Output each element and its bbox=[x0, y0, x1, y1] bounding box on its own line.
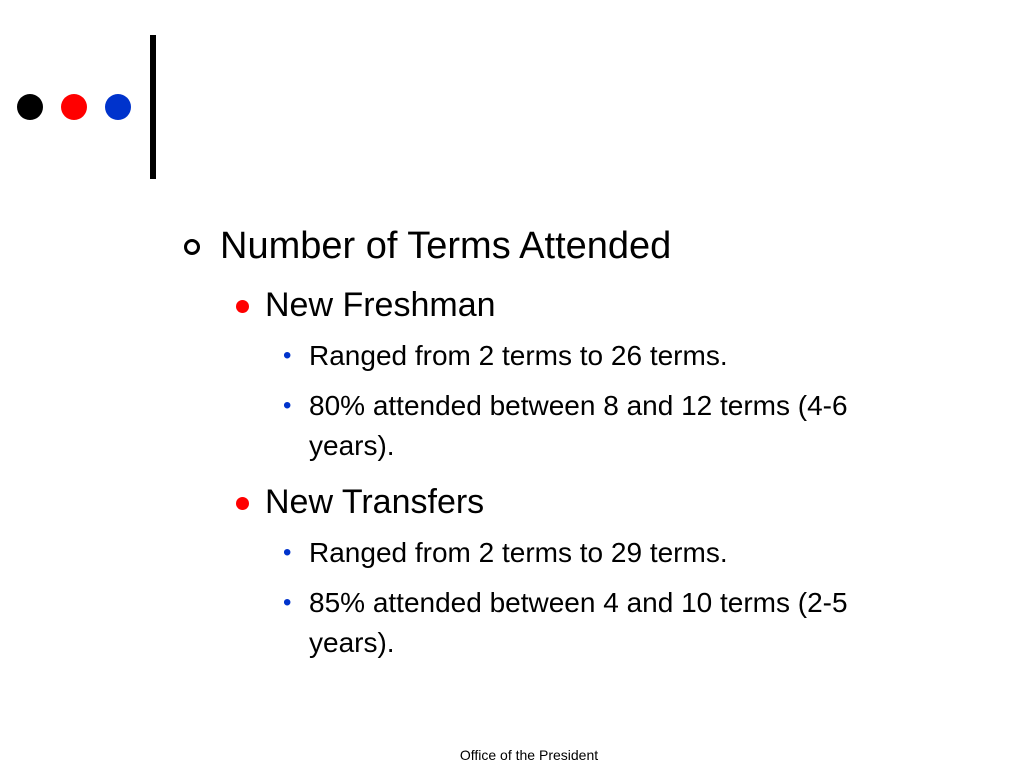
slide-footer: Office of the President bbox=[459, 747, 599, 763]
blue-bullet-icon: • bbox=[283, 539, 292, 566]
blue-bullet-icon: • bbox=[283, 342, 292, 369]
blue-bullet-icon: • bbox=[283, 589, 292, 616]
red-bullet-icon bbox=[236, 497, 249, 510]
blue-bullet-icon: • bbox=[283, 392, 292, 419]
hollow-circle-bullet-icon bbox=[184, 239, 200, 255]
list-item: Ranged from 2 terms to 26 terms. bbox=[309, 340, 728, 371]
list-item: 85% attended between 4 and 10 terms (2-5 years). bbox=[309, 587, 848, 658]
section-title: New Freshman bbox=[265, 286, 496, 324]
list-item: 80% attended between 8 and 12 terms (4-6 years). bbox=[309, 390, 848, 461]
list-item: Ranged from 2 terms to 29 terms. bbox=[309, 537, 728, 568]
section-title: New Transfers bbox=[265, 483, 485, 521]
red-bullet-icon bbox=[236, 300, 249, 313]
slide-heading: Number of Terms Attended bbox=[220, 225, 672, 267]
